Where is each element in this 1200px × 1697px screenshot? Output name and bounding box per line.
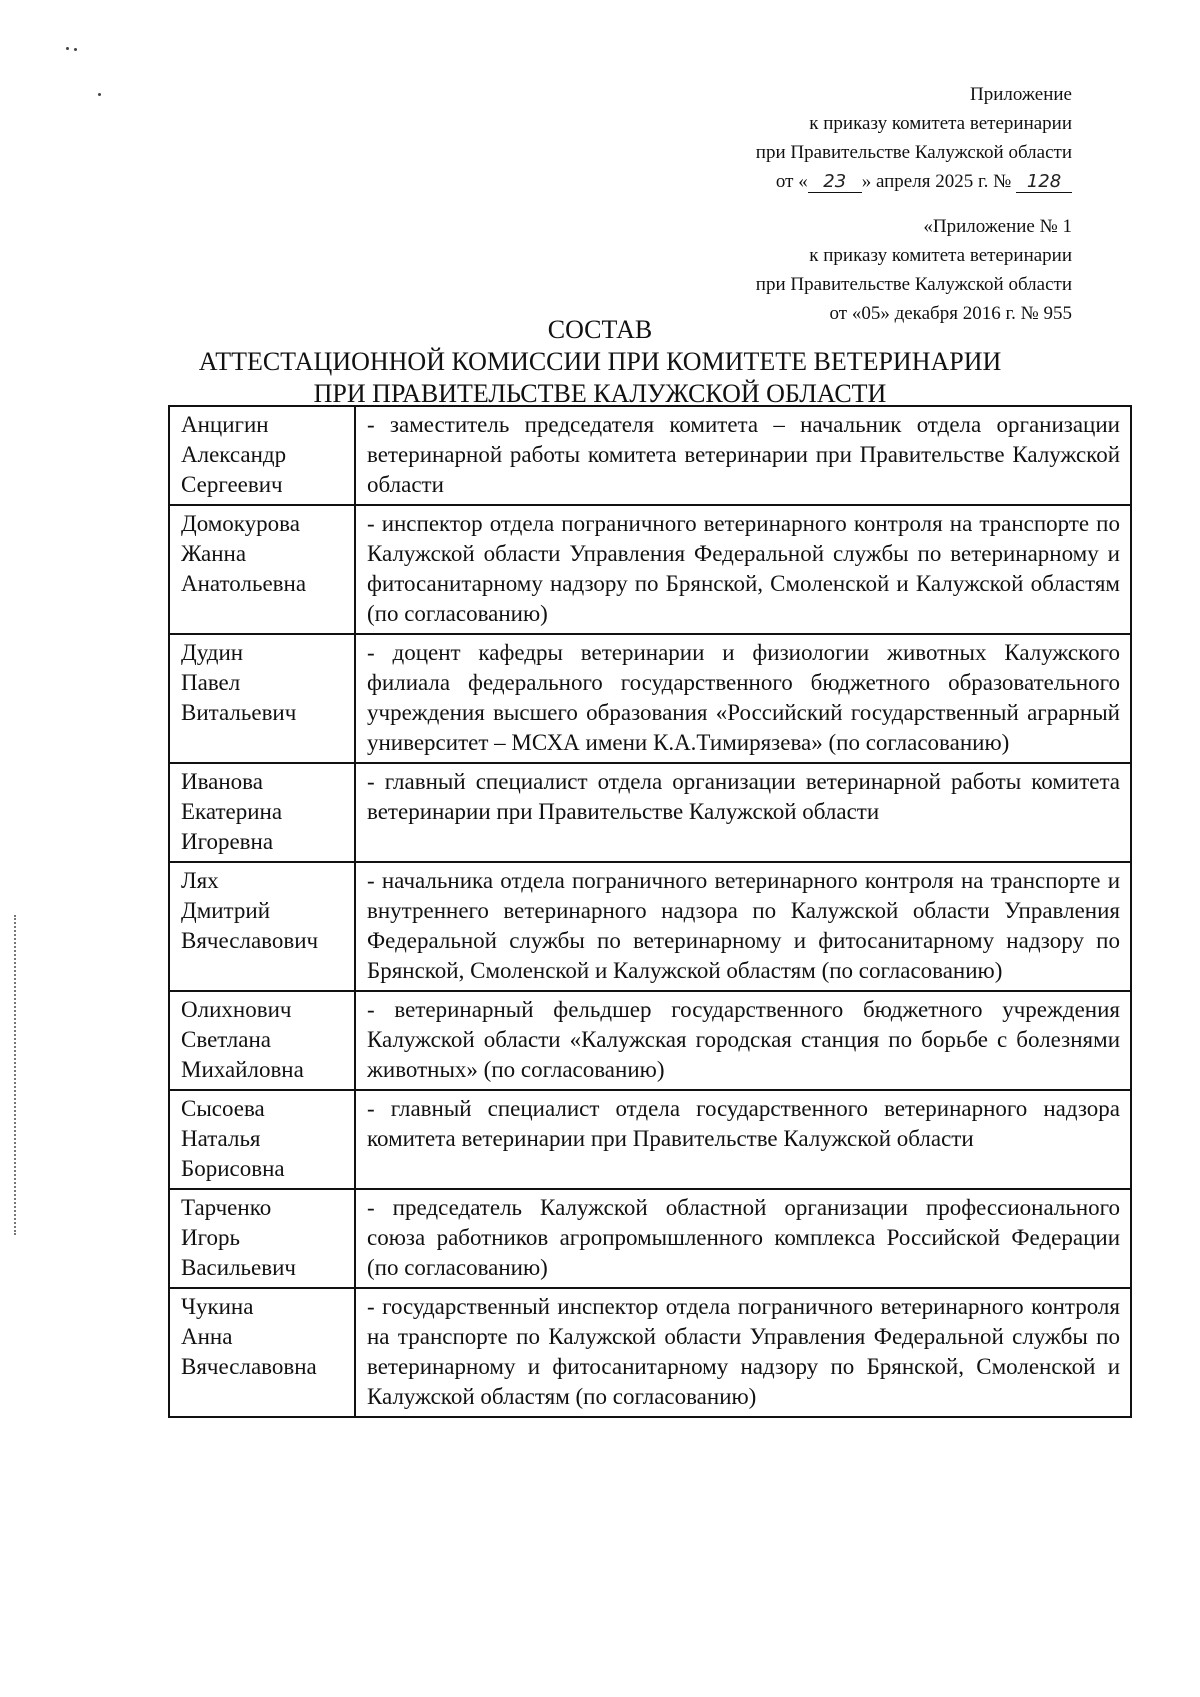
member-surname: Дудин [181,640,244,665]
member-name: Игорь [181,1225,240,1250]
scan-edge-marks [14,915,18,1235]
member-patronymic: Вячеславовна [181,1354,317,1379]
appendix-header [756,80,1072,196]
member-surname: Чукина [181,1294,254,1319]
table-row [169,991,1131,1090]
member-patronymic: Анатольевна [181,571,307,596]
member-name-cell [169,634,355,763]
member-name-cell [169,505,355,634]
member-name: Анна [181,1324,233,1349]
date-prefix: от « [775,171,808,192]
appendix1-date-line: от «05» декабря 2016 г. № 955 [829,303,1072,324]
member-name: Наталья [181,1126,261,1151]
member-name-cell [169,763,355,862]
scan-speck [74,48,77,51]
member-surname: Тарченко [181,1195,272,1220]
member-patronymic: Игоревна [181,829,274,854]
member-surname: Олихнович [181,997,292,1022]
title-line-2: АТТЕСТАЦИОННОЙ КОМИССИИ ПРИ КОМИТЕТЕ ВЕТЕРИНАРИИ [198,347,1002,376]
member-role-cell: - заместитель председателя комитета – начальник отдела организации ветеринарной работы комитета ветеринарии при Правительстве Калужской области [355,406,1131,505]
member-name: Дмитрий [181,898,271,923]
member-name: Екатерина [181,799,283,824]
member-name: Павел [181,670,241,695]
title-line-3: ПРИ ПРАВИТЕЛЬСТВЕ КАЛУЖСКОЙ ОБЛАСТИ [313,379,887,408]
appendix1-order-ref: к приказу комитета ветеринарии [809,245,1072,266]
member-patronymic: Сергеевич [181,472,283,497]
document-title [0,314,1200,410]
member-surname: Домокурова [181,511,300,536]
member-surname: Иванова [181,769,263,794]
title-line-1: СОСТАВ [547,315,653,344]
member-role-cell: - председатель Калужской областной организации профессионального союза работников агропромышленного комплекса Российской Федерации (по согласованию) [355,1189,1131,1288]
commission-members-table [168,405,1132,1418]
members-table-body [169,406,1131,1417]
member-surname: Сысоева [181,1096,265,1121]
table-row [169,1189,1131,1288]
appendix-government-ref: при Правительстве Калужской области [755,142,1072,163]
member-role-cell: - главный специалист отдела государственного ветеринарного надзора комитета ветеринарии при Правительстве Калужской области [355,1090,1131,1189]
member-name-cell [169,991,355,1090]
member-name-cell [169,1189,355,1288]
table-row [169,406,1131,505]
member-name: Светлана [181,1027,271,1052]
table-row [169,505,1131,634]
appendix1-header [756,212,1072,328]
member-name-cell [169,1090,355,1189]
table-row [169,862,1131,991]
table-row [169,634,1131,763]
scan-speck [98,93,101,96]
member-name: Александр [181,442,287,467]
member-role-cell: - главный специалист отдела организации ветеринарной работы комитета ветеринарии при Правительстве Калужской области [355,763,1131,862]
appendix1-government-ref: при Правительстве Калужской области [755,274,1072,295]
date-suffix: » апреля 2025 г. № [861,171,1012,192]
member-name-cell [169,406,355,505]
member-name: Жанна [181,541,247,566]
member-role-cell: - начальника отдела пограничного ветеринарного контроля на транспорте и внутреннего ветеринарного надзора по Калужской области Управления Федеральной службы по ветеринарному и фитосанитарному надзору по Брянской, Смоленской и Калужской областям (по согласованию) [355,862,1131,991]
appendix-title: Приложение [970,84,1072,105]
appendix1-title: «Приложение № 1 [923,216,1072,237]
member-patronymic: Михайловна [181,1057,304,1082]
member-role-cell: - инспектор отдела пограничного ветеринарного контроля на транспорте по Калужской области Управления Федеральной службы по ветеринарному и фитосанитарному надзору по Брянской, Смоленской и Калужской областям (по согласованию) [355,505,1131,634]
member-role-cell: - доцент кафедры ветеринарии и физиологии животных Калужского филиала федерального государственного бюджетного образовательного учреждения высшего образования «Российский государственный аграрный университет – МСХА имени К.А.Тимирязева» (по согласованию) [355,634,1131,763]
member-name-cell [169,1288,355,1417]
member-role-cell: - государственный инспектор отдела пограничного ветеринарного контроля на транспорте по Калужской области Управления Федеральной службы по ветеринарному и фитосанитарному надзору по Брянской, Смоленской и Калужской областям (по согласованию) [355,1288,1131,1417]
member-role-cell: - ветеринарный фельдшер государственного бюджетного учреждения Калужской области «Калужская городская станция по борьбе с болезнями животных» (по согласованию) [355,991,1131,1090]
member-patronymic: Васильевич [181,1255,296,1280]
handwritten-day: 23 [808,172,862,193]
table-row [169,1090,1131,1189]
member-surname: Анцигин [181,412,269,437]
appendix-order-ref: к приказу комитета ветеринарии [809,113,1072,134]
table-row [169,1288,1131,1417]
member-patronymic: Вячеславович [181,928,319,953]
appendix-date-line [756,167,1072,196]
handwritten-order-number: 128 [1016,172,1072,193]
member-name-cell [169,862,355,991]
table-row [169,763,1131,862]
member-patronymic: Витальевич [181,700,297,725]
member-patronymic: Борисовна [181,1156,285,1181]
scan-speck [66,47,69,50]
member-surname: Лях [181,868,219,893]
